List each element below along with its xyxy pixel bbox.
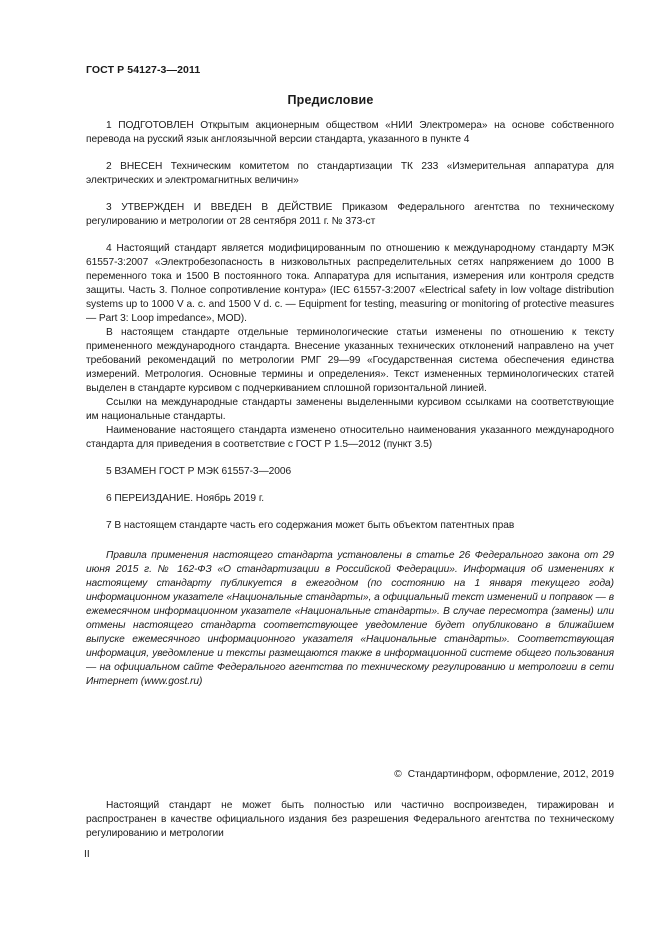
page-number: II bbox=[84, 849, 90, 860]
foreword-item-1: 1 ПОДГОТОВЛЕН Открытым акционерным обществом «НИИ Электромера» на основе собственного перевода на русский язык англоязычной версии стандарта, указанного в пункте 4 bbox=[86, 120, 614, 145]
foreword-item-7: 7 В настоящем стандарте часть его содержания может быть объектом патентных прав bbox=[106, 520, 515, 531]
copyright-icon: © bbox=[394, 769, 402, 780]
foreword-body bbox=[86, 119, 614, 533]
standard-code-header: ГОСТ Р 54127-3—2011 bbox=[86, 64, 201, 76]
foreword-item-3: 3 УТВЕРЖДЕН И ВВЕДЕН В ДЕЙСТВИЕ Приказом Федерального агентства по техническому регулированию и метрологии от 28 сентября 2011 г. № 373-ст bbox=[86, 202, 614, 227]
application-rules-notice: Правила применения настоящего стандарта установлены в статье 26 Федерального закона от 29 июня 2015 г. № 162-ФЗ «О стандартизации в Российской Федерации». Информация об изменениях к настоящему стандарту публикуется в ежегодном (по состоянию на 1 января текущего года) информационном указателе «Национальные стандарты», а официальный текст изменений и поправок — в ежемесячном информационном указателе «Национальные стандарты». В случае пересмотра (замены) или отмены настоящего стандарта соответствующее уведомление будет опубликовано в ближайшем выпуске ежемесячного информационного указателя «Национальные стандарты». Соответствующая информация, уведомление и тексты размещаются также в информационной системе общего пользования — на официальном сайте Федерального агентства по техническому регулированию и метрологии в сети Интернет (www.gost.ru) bbox=[86, 550, 614, 687]
copyright-line bbox=[394, 769, 614, 780]
foreword-item-2: 2 ВНЕСЕН Техническим комитетом по стандартизации ТК 233 «Измерительная аппаратура для электрических и электромагнитных величин» bbox=[86, 161, 614, 186]
foreword-item-5: 5 ВЗАМЕН ГОСТ Р МЭК 61557-3—2006 bbox=[106, 466, 292, 477]
foreword-item-4-title-change: Наименование настоящего стандарта изменено относительно наименования указанного международного стандарта для приведения в соответствие с ГОСТ Р 1.5—2012 (пункт 3.5) bbox=[86, 425, 614, 450]
foreword-item-6: 6 ПЕРЕИЗДАНИЕ. Ноябрь 2019 г. bbox=[106, 493, 265, 504]
page-title: Предисловие bbox=[287, 93, 374, 107]
foreword-item-4-references: Ссылки на международные стандарты заменены выделенными курсивом ссылками на соответствующие им национальные стандарты. bbox=[86, 397, 614, 422]
foreword-item-4: 4 Настоящий стандарт является модифицированным по отношению к международному стандарту МЭК 61557-3:2007 «Электробезопасность в низковольтных распределительных сетях напряжением до 1000 В переменного тока и 1500 В постоянного тока. Аппаратура для испытания, измерения или контроля средств защиты. Часть 3. Полное сопротивление контура» (IEC 61557-3:2007 «Electrical safety in low voltage distribution systems up to 1000 V a. c. and 1500 V d. c. — Equipment for testing, measuring or monitoring of protective measures — Part 3: Loop impedance», MOD). bbox=[86, 243, 614, 324]
foreword-item-4-deviations: В настоящем стандарте отдельные терминологические статьи изменены по отношению к тексту примененного международного стандарта. Внесение указанных технических отклонений направлено на учет требований рекомендаций по метрологии РМГ 29—99 «Государственная система обеспечения единства измерений. Метрология. Основные термины и определения». Текст измененных терминологических статей выделен в стандарте курсивом с подчеркиванием сплошной горизонтальной линией. bbox=[86, 327, 614, 394]
reproduction-notice: Настоящий стандарт не может быть полностью или частично воспроизведен, тиражирован и распространен в качестве официального издания без разрешения Федерального агентства по техническому регулированию и метрологии bbox=[86, 800, 614, 839]
copyright-text: Стандартинформ, оформление, 2012, 2019 bbox=[407, 769, 614, 780]
